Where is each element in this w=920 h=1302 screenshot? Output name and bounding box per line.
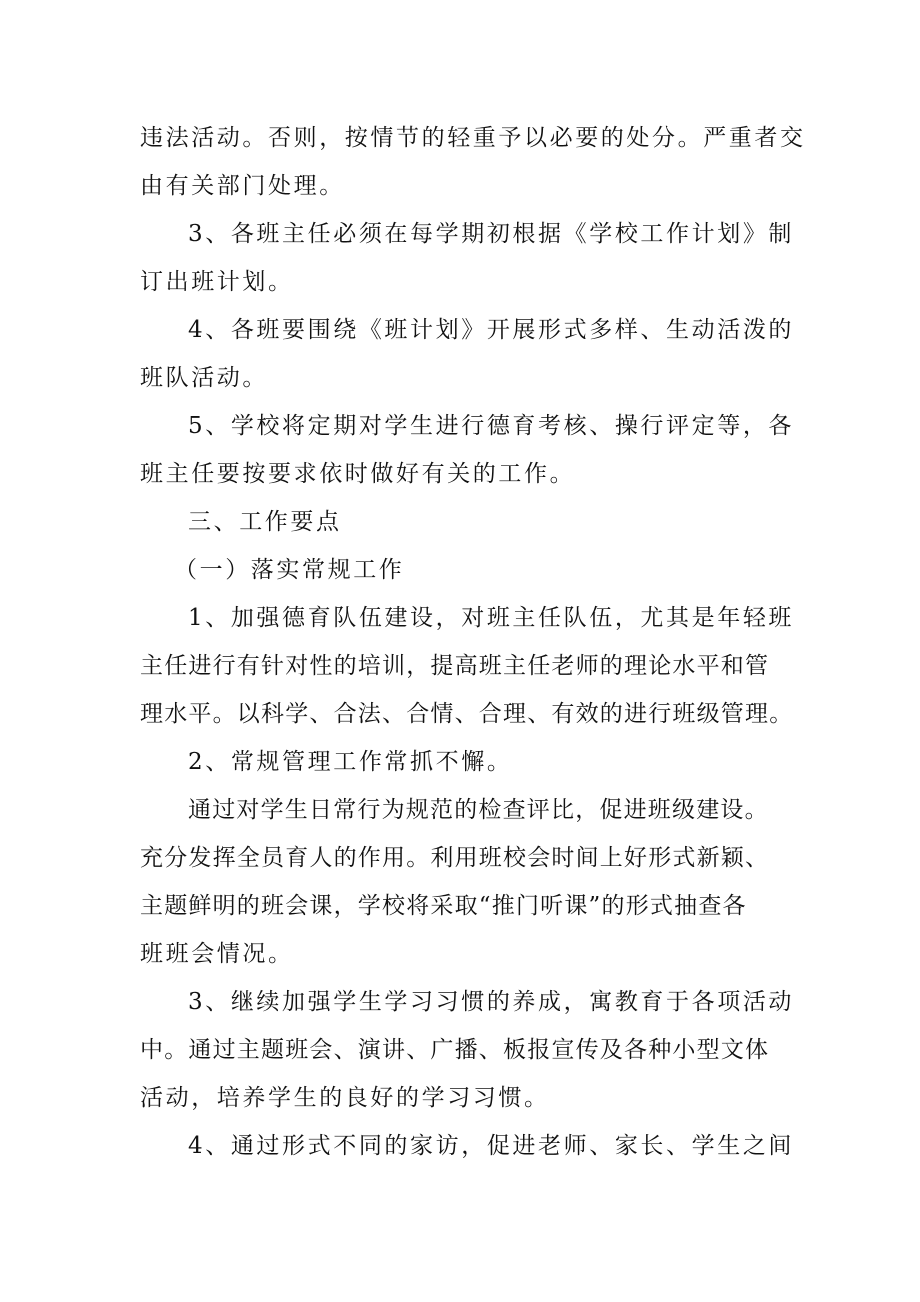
text-line-22: 4、通过形式不同的家访，促进老师、家长、学生之间 (188, 1133, 795, 1159)
text-line-2: 由有关部门处理。 (140, 173, 345, 199)
text-line-18: 班班会情况。 (140, 941, 294, 967)
section-heading: 三、工作要点 (188, 509, 342, 535)
document-body (140, 114, 806, 1170)
text-line-17: 主题鲜明的班会课，学校将采取“推门听课”的形式抽查各 (140, 893, 747, 919)
text-line-7: 5、学校将定期对学生进行德育考核、操行评定等，各 (188, 413, 795, 439)
text-line-12: 主任进行有针对性的培训，提高班主任老师的理论水平和管 (140, 653, 770, 679)
text-line-19: 3、继续加强学生学习习惯的养成，寓教育于各项活动 (188, 989, 795, 1015)
text-line-4: 订出班计划。 (140, 269, 294, 295)
subsection-heading: （一）落实常规工作 (174, 557, 405, 583)
text-line-14: 2、常规管理工作常抓不懈。 (188, 749, 513, 775)
text-line-3: 3、各班主任必须在每学期初根据《学校工作计划》制 (188, 221, 795, 247)
text-line-11: 1、加强德育队伍建设，对班主任队伍，尤其是年轻班 (188, 605, 795, 631)
text-line-20: 中。通过主题班会、演讲、广播、板报宣传及各种小型文体 (140, 1037, 770, 1063)
text-line-6: 班队活动。 (140, 365, 268, 391)
text-line-5: 4、各班要围绕《班计划》开展形式多样、生动活泼的 (188, 317, 795, 343)
text-line-16: 充分发挥全员育人的作用。利用班校会时间上好形式新颖、 (140, 845, 770, 871)
text-line-13: 理水平。以科学、合法、合情、合理、有效的进行班级管理。 (140, 701, 794, 727)
text-line-21: 活动，培养学生的良好的学习习惯。 (140, 1085, 550, 1111)
text-line-8: 班主任要按要求依时做好有关的工作。 (140, 461, 576, 487)
text-line-1: 违法活动。否则，按情节的轻重予以必要的处分。严重者交 (140, 125, 806, 151)
text-line-15: 通过对学生日常行为规范的检查评比，促进班级建设。 (188, 797, 769, 823)
